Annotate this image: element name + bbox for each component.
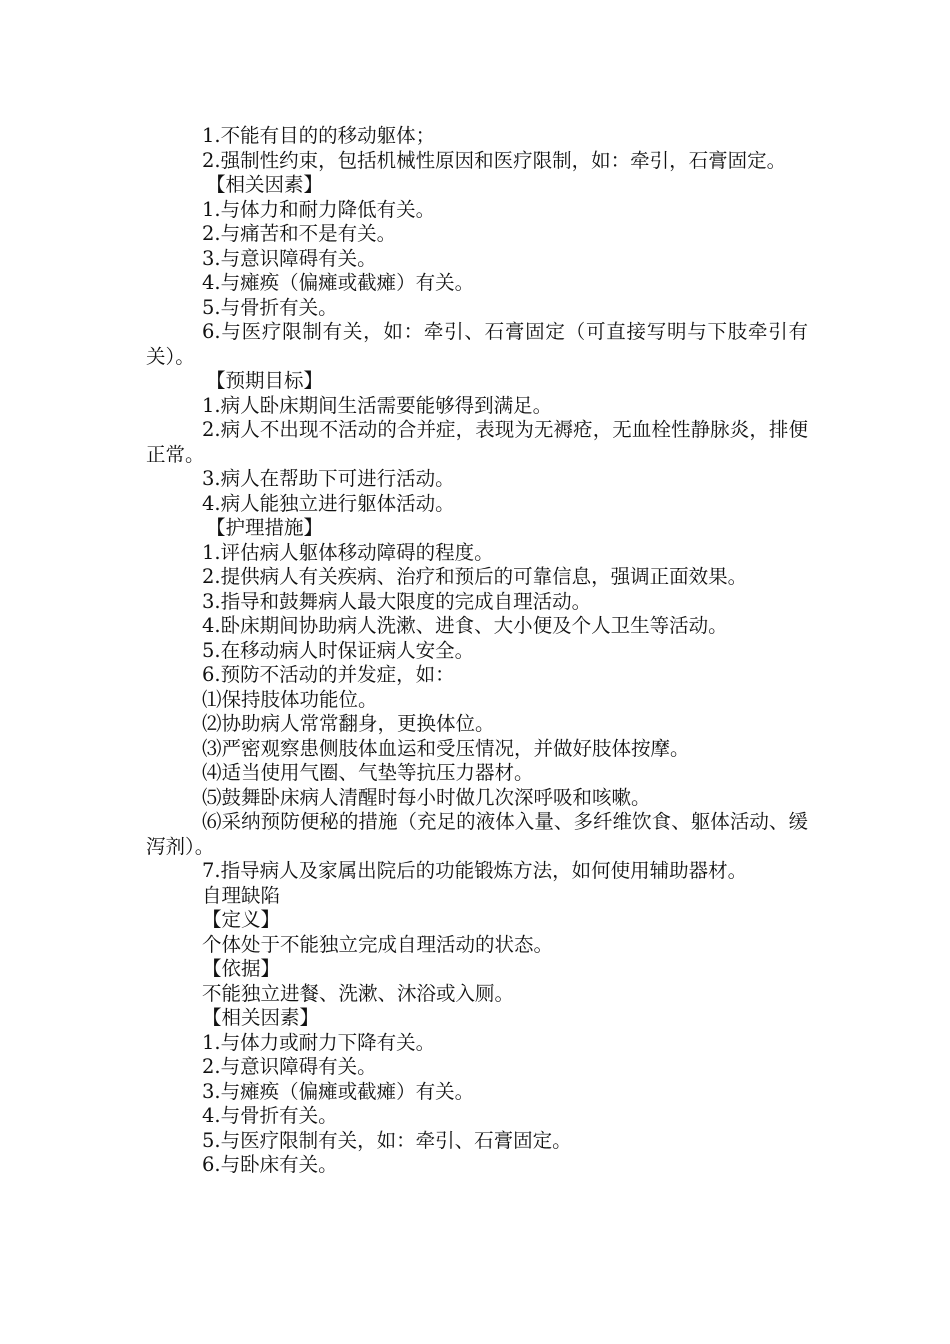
text-line: 1.不能有目的的移动躯体； <box>202 124 436 147</box>
section-heading: 【护理措施】 <box>206 516 324 539</box>
text-line: 1.评估病人躯体移动障碍的程度。 <box>202 540 494 564</box>
text-line: 1.与体力或耐力下降有关。 <box>202 1030 436 1054</box>
text-line: 个体处于不能独立完成自理活动的状态。 <box>202 932 554 956</box>
wrapped-paragraph: 2.病人不出现不活动的合并症，表现为无褥疮，无血栓性静脉炎，排便正常。 <box>146 418 808 466</box>
text-line: 3.与瘫痪（偏瘫或截瘫）有关。 <box>202 1079 475 1103</box>
text-line: 3.与意识障碍有关。 <box>202 246 377 270</box>
text-line: 5.与医疗限制有关，如：牵引、石膏固定。 <box>202 1128 572 1152</box>
text-line: 2.提供病人有关疾病、治疗和预后的可靠信息，强调正面效果。 <box>202 565 748 588</box>
text-line: 6.与卧床有关。 <box>202 1153 338 1176</box>
text-line: 【依据】 <box>202 957 281 980</box>
text-line: 【相关因素】 <box>202 1006 320 1029</box>
wrapped-paragraph: 2.强制性约束，包括机械性原因和医疗限制，如：牵引，石膏固定。 <box>202 148 787 172</box>
text-line: 3.病人在帮助下可进行活动。 <box>202 467 455 490</box>
text-line: 4.病人能独立进行躯体活动。 <box>202 491 455 515</box>
document-body <box>146 124 816 1178</box>
text-line: 4.与瘫痪（偏瘫或截瘫）有关。 <box>202 271 475 294</box>
text-line: 7.指导病人及家属出院后的功能锻炼方法，如何使用辅助器材。 <box>202 859 748 882</box>
text-line: 不能独立进餐、洗漱、沐浴或入厕。 <box>202 981 515 1005</box>
text-line: 4.卧床期间协助病人洗漱、进食、大小便及个人卫生等活动。 <box>202 614 728 637</box>
text-line: ⑵协助病人常常翻身，更换体位。 <box>202 712 495 735</box>
section-heading: 【预期目标】 <box>206 369 324 392</box>
text-line: ⑴保持肢体功能位。 <box>202 687 378 711</box>
text-line: 6.预防不活动的并发症，如： <box>202 663 455 686</box>
text-line: 【定义】 <box>202 908 281 931</box>
wrapped-paragraph: 6.与医疗限制有关，如：牵引、石膏固定（可直接写明与下肢牵引有关）。 <box>146 320 808 368</box>
text-line: 3.指导和鼓舞病人最大限度的完成自理活动。 <box>202 589 592 613</box>
text-line: 4.与骨折有关。 <box>202 1104 338 1127</box>
text-line: 5.在移动病人时保证病人安全。 <box>202 638 475 662</box>
section-heading: 【相关因素】 <box>206 173 324 196</box>
wrapped-paragraph: ⑹采纳预防便秘的措施（充足的液体入量、多纤维饮食、躯体活动、缓泻剂）。 <box>146 810 808 858</box>
text-line: 5.与骨折有关。 <box>202 295 338 319</box>
text-line: 2.与痛苦和不是有关。 <box>202 222 397 245</box>
text-line: ⑶严密观察患侧肢体血运和受压情况，并做好肢体按摩。 <box>202 736 690 760</box>
text-line: 自理缺陷 <box>202 883 281 907</box>
text-line: ⑸鼓舞卧床病人清醒时每小时做几次深呼吸和咳嗽。 <box>202 785 651 809</box>
text-line: 2.与意识障碍有关。 <box>202 1055 377 1078</box>
text-line: 1.病人卧床期间生活需要能够得到满足。 <box>202 393 553 417</box>
text-line: ⑷适当使用气圈、气垫等抗压力器材。 <box>202 761 534 784</box>
text-line: 1.与体力和耐力降低有关。 <box>202 197 436 221</box>
